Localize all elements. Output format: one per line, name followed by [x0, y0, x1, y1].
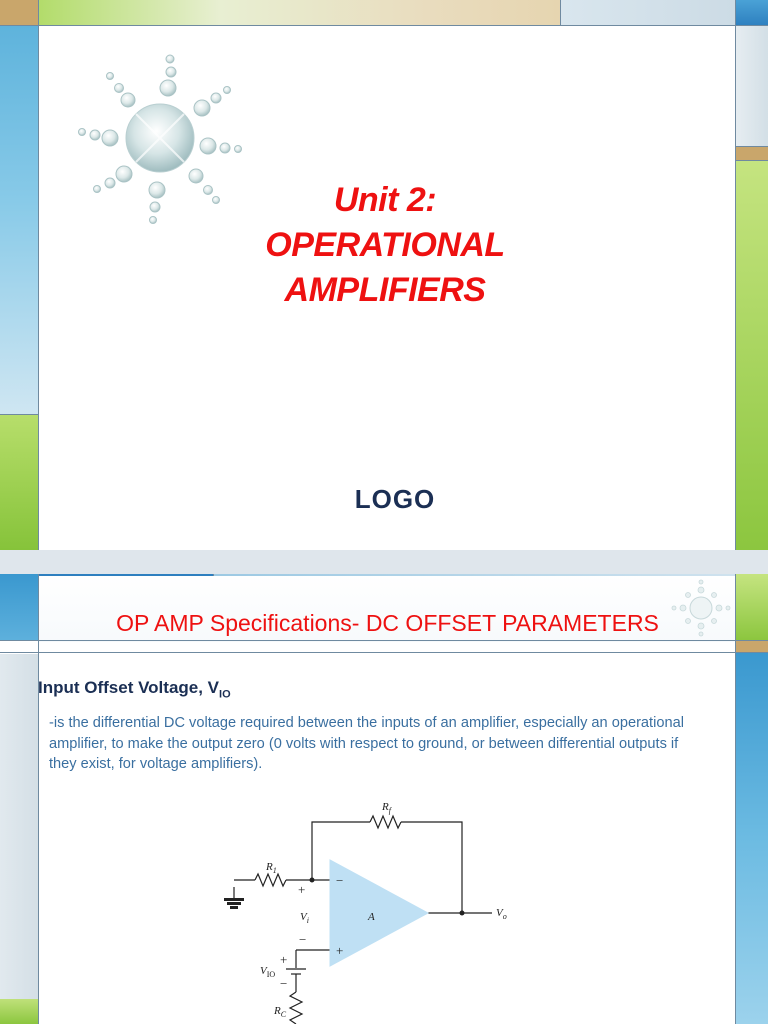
slide-title: [230, 178, 540, 313]
subheading-subscript: IO: [219, 688, 231, 701]
op-amp-circuit-diagram: [220, 792, 520, 1024]
battery-minus: −: [280, 976, 288, 991]
noninverting-plus: +: [336, 943, 344, 958]
op-amp-triangle: [330, 860, 428, 966]
subheading-text: Input Offset Voltage, V: [38, 678, 220, 697]
top-bar-gradient: [38, 0, 560, 26]
left-bar-green: [0, 999, 38, 1024]
left-bar-green: [0, 415, 38, 550]
vi-minus: −: [299, 932, 307, 947]
battery-plus: +: [280, 952, 288, 967]
logo-text: LOGO: [354, 484, 436, 514]
slide-title-line-1: Unit 2:: [333, 181, 437, 219]
slide-title-line-3: AMPLIFIERS: [284, 271, 486, 309]
inverting-minus: −: [336, 873, 344, 888]
top-bar-blue: [736, 0, 768, 26]
content-slide: [0, 574, 768, 1024]
top-bar-light: [560, 0, 736, 26]
rf-label: $R_f$: [382, 801, 391, 815]
rc-resistor: [290, 992, 302, 1024]
vio-label: $V_{IO}$: [260, 965, 276, 979]
left-bar-blue: [0, 574, 38, 640]
slide-title-line-2: OPERATIONAL: [265, 226, 505, 264]
r1-resistor: [255, 874, 286, 886]
left-bar-blue: [0, 26, 38, 415]
right-bar-tan: [736, 640, 768, 652]
left-bar-light: [0, 654, 38, 999]
vi-label: $V_i$: [300, 911, 309, 925]
subheading: [38, 678, 231, 700]
right-bar-light: [736, 26, 768, 146]
right-bar-blue: [736, 652, 768, 1024]
top-bar-tan: [0, 0, 38, 26]
vo-label: $V_o$: [496, 907, 507, 921]
rc-label: $R_C$: [274, 1005, 287, 1019]
right-bar-green: [736, 160, 768, 550]
right-bar-green: [736, 574, 768, 640]
rf-resistor: [370, 816, 401, 828]
right-bar-tan: [736, 146, 768, 160]
slide-separator: [0, 550, 768, 574]
vi-plus: +: [298, 882, 306, 897]
gain-label: A: [368, 911, 375, 923]
slide-heading: OP AMP Specifications- DC OFFSET PARAMETERS: [116, 610, 659, 636]
r1-label: $R_1$: [266, 861, 277, 875]
definition-paragraph: -is the differential DC voltage required between the inputs of an amplifier, especially an operational amplifier, to make the output zero (0 volts with respect to ground, or between differential outputs if they exist, for voltage amplifiers).: [49, 715, 684, 772]
top-bar-gradient: [213, 574, 736, 576]
